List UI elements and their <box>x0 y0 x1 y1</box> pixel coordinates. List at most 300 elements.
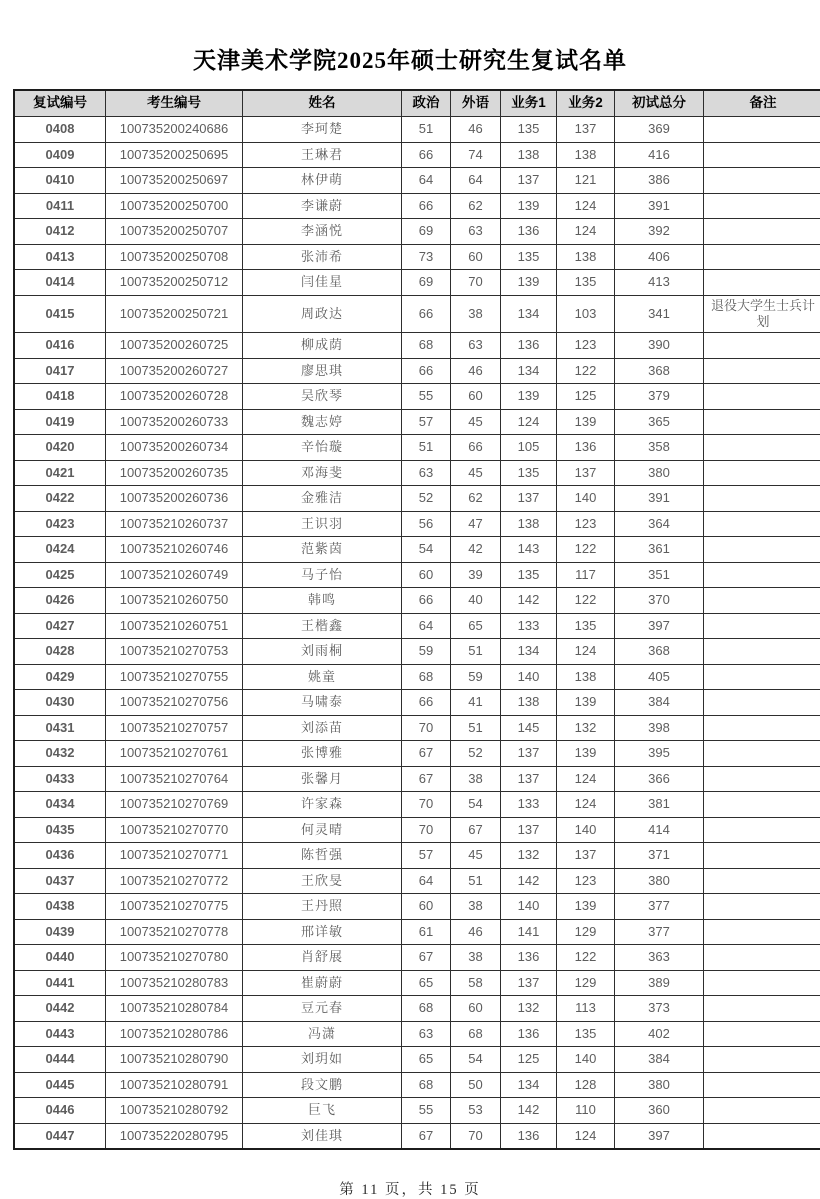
cell-remark <box>704 690 820 716</box>
cell-remark <box>704 193 820 219</box>
cell-foreign-language: 70 <box>451 1123 501 1149</box>
cell-major-1: 145 <box>501 715 557 741</box>
cell-politics: 68 <box>402 1072 451 1098</box>
cell-initial-total: 381 <box>615 792 704 818</box>
table-row <box>14 919 820 945</box>
table-row <box>14 588 820 614</box>
cell-candidate-no: 100735210260737 <box>106 511 243 537</box>
cell-review-no: 0410 <box>14 168 106 194</box>
cell-initial-total: 416 <box>615 142 704 168</box>
cell-foreign-language: 67 <box>451 817 501 843</box>
roster-table <box>13 89 820 1150</box>
document-page <box>13 0 807 1123</box>
cell-remark <box>704 792 820 818</box>
cell-review-no: 0437 <box>14 868 106 894</box>
cell-major-2: 125 <box>557 384 615 410</box>
table-row <box>14 244 820 270</box>
cell-politics: 67 <box>402 1123 451 1149</box>
cell-major-1: 105 <box>501 435 557 461</box>
table-row <box>14 270 820 296</box>
cell-initial-total: 391 <box>615 486 704 512</box>
cell-politics: 68 <box>402 996 451 1022</box>
cell-foreign-language: 64 <box>451 168 501 194</box>
cell-major-2: 138 <box>557 142 615 168</box>
cell-name: 段文鹏 <box>243 1072 402 1098</box>
cell-initial-total: 358 <box>615 435 704 461</box>
cell-politics: 68 <box>402 333 451 359</box>
cell-candidate-no: 100735210270755 <box>106 664 243 690</box>
table-row <box>14 945 820 971</box>
cell-initial-total: 369 <box>615 117 704 143</box>
cell-initial-total: 386 <box>615 168 704 194</box>
cell-major-1: 137 <box>501 817 557 843</box>
cell-politics: 60 <box>402 894 451 920</box>
column-header-name: 姓名 <box>243 90 402 117</box>
table-row <box>14 613 820 639</box>
table-row <box>14 333 820 359</box>
table-row <box>14 741 820 767</box>
cell-name: 刘添苗 <box>243 715 402 741</box>
cell-foreign-language: 52 <box>451 741 501 767</box>
cell-candidate-no: 100735210280791 <box>106 1072 243 1098</box>
cell-politics: 57 <box>402 843 451 869</box>
cell-initial-total: 360 <box>615 1098 704 1124</box>
cell-name: 金雅洁 <box>243 486 402 512</box>
cell-initial-total: 361 <box>615 537 704 563</box>
cell-candidate-no: 100735210270775 <box>106 894 243 920</box>
table-body <box>14 117 820 1150</box>
cell-remark: 退役大学生士兵计划 <box>704 295 820 333</box>
table-row <box>14 537 820 563</box>
table-row <box>14 970 820 996</box>
cell-remark <box>704 843 820 869</box>
cell-candidate-no: 100735200250707 <box>106 219 243 245</box>
cell-remark <box>704 1098 820 1124</box>
cell-foreign-language: 60 <box>451 384 501 410</box>
cell-major-1: 134 <box>501 639 557 665</box>
cell-candidate-no: 100735210280783 <box>106 970 243 996</box>
cell-review-no: 0441 <box>14 970 106 996</box>
cell-remark <box>704 945 820 971</box>
cell-foreign-language: 65 <box>451 613 501 639</box>
cell-name: 肖舒展 <box>243 945 402 971</box>
cell-major-1: 135 <box>501 244 557 270</box>
cell-name: 冯潇 <box>243 1021 402 1047</box>
cell-foreign-language: 38 <box>451 295 501 333</box>
cell-name: 闫佳星 <box>243 270 402 296</box>
table-row <box>14 1047 820 1073</box>
cell-initial-total: 377 <box>615 894 704 920</box>
cell-major-2: 135 <box>557 1021 615 1047</box>
cell-foreign-language: 45 <box>451 843 501 869</box>
cell-major-1: 124 <box>501 409 557 435</box>
cell-foreign-language: 45 <box>451 409 501 435</box>
cell-foreign-language: 46 <box>451 919 501 945</box>
cell-major-2: 122 <box>557 588 615 614</box>
cell-foreign-language: 47 <box>451 511 501 537</box>
cell-review-no: 0415 <box>14 295 106 333</box>
cell-politics: 63 <box>402 1021 451 1047</box>
cell-remark <box>704 562 820 588</box>
cell-major-1: 138 <box>501 142 557 168</box>
table-row <box>14 817 820 843</box>
cell-initial-total: 365 <box>615 409 704 435</box>
cell-politics: 65 <box>402 1047 451 1073</box>
cell-politics: 52 <box>402 486 451 512</box>
cell-candidate-no: 100735200260733 <box>106 409 243 435</box>
cell-major-2: 132 <box>557 715 615 741</box>
cell-politics: 69 <box>402 219 451 245</box>
cell-remark <box>704 270 820 296</box>
cell-initial-total: 368 <box>615 358 704 384</box>
cell-major-1: 138 <box>501 690 557 716</box>
cell-major-2: 138 <box>557 664 615 690</box>
cell-name: 王识羽 <box>243 511 402 537</box>
cell-major-2: 122 <box>557 358 615 384</box>
cell-name: 姚童 <box>243 664 402 690</box>
cell-candidate-no: 100735210270772 <box>106 868 243 894</box>
cell-major-2: 139 <box>557 741 615 767</box>
cell-major-1: 132 <box>501 996 557 1022</box>
cell-review-no: 0412 <box>14 219 106 245</box>
cell-politics: 55 <box>402 384 451 410</box>
cell-candidate-no: 100735200250700 <box>106 193 243 219</box>
cell-initial-total: 395 <box>615 741 704 767</box>
cell-remark <box>704 741 820 767</box>
cell-review-no: 0419 <box>14 409 106 435</box>
cell-foreign-language: 51 <box>451 639 501 665</box>
table-row <box>14 868 820 894</box>
cell-review-no: 0429 <box>14 664 106 690</box>
cell-major-1: 142 <box>501 588 557 614</box>
cell-candidate-no: 100735210270770 <box>106 817 243 843</box>
cell-remark <box>704 715 820 741</box>
cell-name: 许家森 <box>243 792 402 818</box>
cell-politics: 67 <box>402 945 451 971</box>
cell-major-2: 137 <box>557 843 615 869</box>
cell-major-1: 136 <box>501 219 557 245</box>
cell-foreign-language: 53 <box>451 1098 501 1124</box>
cell-major-1: 136 <box>501 1021 557 1047</box>
cell-candidate-no: 100735200260734 <box>106 435 243 461</box>
cell-initial-total: 368 <box>615 639 704 665</box>
cell-review-no: 0428 <box>14 639 106 665</box>
cell-review-no: 0432 <box>14 741 106 767</box>
cell-remark <box>704 117 820 143</box>
cell-review-no: 0413 <box>14 244 106 270</box>
cell-candidate-no: 100735210270771 <box>106 843 243 869</box>
cell-major-2: 136 <box>557 435 615 461</box>
cell-candidate-no: 100735200260725 <box>106 333 243 359</box>
cell-remark <box>704 817 820 843</box>
cell-name: 王琳君 <box>243 142 402 168</box>
cell-politics: 66 <box>402 142 451 168</box>
cell-foreign-language: 70 <box>451 270 501 296</box>
cell-initial-total: 406 <box>615 244 704 270</box>
cell-name: 王楷鑫 <box>243 613 402 639</box>
cell-remark <box>704 168 820 194</box>
cell-review-no: 0417 <box>14 358 106 384</box>
cell-review-no: 0446 <box>14 1098 106 1124</box>
column-header-politics: 政治 <box>402 90 451 117</box>
cell-remark <box>704 142 820 168</box>
cell-candidate-no: 100735210280786 <box>106 1021 243 1047</box>
cell-major-2: 124 <box>557 792 615 818</box>
cell-politics: 67 <box>402 741 451 767</box>
cell-remark <box>704 868 820 894</box>
table-row <box>14 295 820 333</box>
cell-candidate-no: 100735200260728 <box>106 384 243 410</box>
cell-remark <box>704 460 820 486</box>
cell-major-1: 133 <box>501 792 557 818</box>
cell-remark <box>704 409 820 435</box>
cell-name: 张沛希 <box>243 244 402 270</box>
cell-candidate-no: 100735210260751 <box>106 613 243 639</box>
table-row <box>14 766 820 792</box>
cell-foreign-language: 50 <box>451 1072 501 1098</box>
cell-foreign-language: 66 <box>451 435 501 461</box>
cell-major-1: 135 <box>501 117 557 143</box>
cell-remark <box>704 894 820 920</box>
cell-major-1: 139 <box>501 270 557 296</box>
cell-major-1: 140 <box>501 664 557 690</box>
cell-name: 李珂楚 <box>243 117 402 143</box>
cell-candidate-no: 100735210280792 <box>106 1098 243 1124</box>
cell-foreign-language: 39 <box>451 562 501 588</box>
cell-name: 王丹照 <box>243 894 402 920</box>
cell-major-1: 136 <box>501 1123 557 1149</box>
cell-review-no: 0420 <box>14 435 106 461</box>
column-header-initial-total: 初试总分 <box>615 90 704 117</box>
cell-candidate-no: 100735220280795 <box>106 1123 243 1149</box>
cell-name: 魏志婷 <box>243 409 402 435</box>
cell-name: 刘玥如 <box>243 1047 402 1073</box>
cell-remark <box>704 1072 820 1098</box>
cell-major-2: 121 <box>557 168 615 194</box>
cell-foreign-language: 62 <box>451 193 501 219</box>
cell-major-2: 140 <box>557 1047 615 1073</box>
cell-major-1: 134 <box>501 1072 557 1098</box>
cell-politics: 65 <box>402 970 451 996</box>
cell-candidate-no: 100735210270753 <box>106 639 243 665</box>
cell-politics: 66 <box>402 358 451 384</box>
cell-review-no: 0439 <box>14 919 106 945</box>
cell-foreign-language: 38 <box>451 766 501 792</box>
cell-major-2: 124 <box>557 193 615 219</box>
table-row <box>14 894 820 920</box>
cell-major-1: 138 <box>501 511 557 537</box>
cell-major-1: 139 <box>501 193 557 219</box>
cell-remark <box>704 664 820 690</box>
cell-foreign-language: 60 <box>451 996 501 1022</box>
cell-review-no: 0445 <box>14 1072 106 1098</box>
cell-initial-total: 397 <box>615 613 704 639</box>
cell-candidate-no: 100735200260736 <box>106 486 243 512</box>
table-row <box>14 715 820 741</box>
cell-politics: 66 <box>402 295 451 333</box>
table-row <box>14 358 820 384</box>
cell-foreign-language: 38 <box>451 894 501 920</box>
cell-review-no: 0411 <box>14 193 106 219</box>
cell-foreign-language: 63 <box>451 219 501 245</box>
cell-remark <box>704 996 820 1022</box>
table-row <box>14 996 820 1022</box>
cell-foreign-language: 54 <box>451 1047 501 1073</box>
cell-name: 范紫茵 <box>243 537 402 563</box>
table-row <box>14 1072 820 1098</box>
cell-review-no: 0408 <box>14 117 106 143</box>
cell-politics: 64 <box>402 613 451 639</box>
cell-initial-total: 390 <box>615 333 704 359</box>
cell-review-no: 0438 <box>14 894 106 920</box>
cell-major-1: 142 <box>501 868 557 894</box>
cell-foreign-language: 59 <box>451 664 501 690</box>
cell-major-2: 117 <box>557 562 615 588</box>
cell-major-2: 129 <box>557 919 615 945</box>
cell-remark <box>704 1047 820 1073</box>
cell-review-no: 0431 <box>14 715 106 741</box>
cell-politics: 66 <box>402 193 451 219</box>
cell-major-2: 110 <box>557 1098 615 1124</box>
cell-politics: 56 <box>402 511 451 537</box>
cell-major-2: 128 <box>557 1072 615 1098</box>
cell-name: 廖思琪 <box>243 358 402 384</box>
table-head <box>14 90 820 117</box>
cell-initial-total: 366 <box>615 766 704 792</box>
cell-name: 马子怡 <box>243 562 402 588</box>
cell-name: 马啸泰 <box>243 690 402 716</box>
cell-foreign-language: 46 <box>451 117 501 143</box>
cell-remark <box>704 919 820 945</box>
cell-review-no: 0427 <box>14 613 106 639</box>
cell-name: 韩鸣 <box>243 588 402 614</box>
cell-major-1: 134 <box>501 358 557 384</box>
cell-review-no: 0423 <box>14 511 106 537</box>
cell-major-2: 135 <box>557 613 615 639</box>
table-row <box>14 511 820 537</box>
table-row <box>14 219 820 245</box>
cell-review-no: 0426 <box>14 588 106 614</box>
cell-name: 李涵悦 <box>243 219 402 245</box>
cell-initial-total: 363 <box>615 945 704 971</box>
cell-name: 何灵晴 <box>243 817 402 843</box>
cell-major-2: 137 <box>557 460 615 486</box>
cell-initial-total: 379 <box>615 384 704 410</box>
cell-major-1: 136 <box>501 333 557 359</box>
cell-initial-total: 389 <box>615 970 704 996</box>
cell-name: 崔蔚蔚 <box>243 970 402 996</box>
table-row <box>14 142 820 168</box>
table-header-row <box>14 90 820 117</box>
cell-candidate-no: 100735210270756 <box>106 690 243 716</box>
cell-name: 张馨月 <box>243 766 402 792</box>
cell-candidate-no: 100735210270764 <box>106 766 243 792</box>
cell-name: 柳成荫 <box>243 333 402 359</box>
cell-major-2: 103 <box>557 295 615 333</box>
cell-major-1: 137 <box>501 741 557 767</box>
cell-major-2: 137 <box>557 117 615 143</box>
cell-remark <box>704 219 820 245</box>
cell-name: 刘雨桐 <box>243 639 402 665</box>
cell-remark <box>704 435 820 461</box>
cell-review-no: 0422 <box>14 486 106 512</box>
cell-candidate-no: 100735210260746 <box>106 537 243 563</box>
cell-major-2: 123 <box>557 511 615 537</box>
cell-review-no: 0424 <box>14 537 106 563</box>
cell-review-no: 0425 <box>14 562 106 588</box>
cell-candidate-no: 100735200260727 <box>106 358 243 384</box>
cell-name: 林伊萌 <box>243 168 402 194</box>
cell-remark <box>704 766 820 792</box>
cell-name: 王欣旻 <box>243 868 402 894</box>
cell-remark <box>704 1021 820 1047</box>
cell-name: 吴欣琴 <box>243 384 402 410</box>
cell-initial-total: 413 <box>615 270 704 296</box>
cell-major-2: 123 <box>557 868 615 894</box>
table-row <box>14 562 820 588</box>
cell-remark <box>704 358 820 384</box>
cell-name: 辛怡璇 <box>243 435 402 461</box>
cell-politics: 54 <box>402 537 451 563</box>
column-header-review-no: 复试编号 <box>14 90 106 117</box>
cell-foreign-language: 38 <box>451 945 501 971</box>
table-row <box>14 690 820 716</box>
cell-politics: 67 <box>402 766 451 792</box>
cell-candidate-no: 100735200250708 <box>106 244 243 270</box>
cell-initial-total: 370 <box>615 588 704 614</box>
cell-major-1: 137 <box>501 766 557 792</box>
cell-review-no: 0434 <box>14 792 106 818</box>
cell-candidate-no: 100735200250712 <box>106 270 243 296</box>
cell-major-2: 122 <box>557 537 615 563</box>
cell-name: 邓海斐 <box>243 460 402 486</box>
cell-foreign-language: 42 <box>451 537 501 563</box>
cell-major-1: 136 <box>501 945 557 971</box>
cell-initial-total: 398 <box>615 715 704 741</box>
cell-politics: 70 <box>402 715 451 741</box>
cell-foreign-language: 74 <box>451 142 501 168</box>
table-row <box>14 1098 820 1124</box>
cell-major-1: 143 <box>501 537 557 563</box>
cell-major-1: 133 <box>501 613 557 639</box>
cell-remark <box>704 970 820 996</box>
cell-politics: 55 <box>402 1098 451 1124</box>
cell-foreign-language: 46 <box>451 358 501 384</box>
cell-major-1: 137 <box>501 970 557 996</box>
cell-politics: 59 <box>402 639 451 665</box>
cell-review-no: 0416 <box>14 333 106 359</box>
cell-candidate-no: 100735200240686 <box>106 117 243 143</box>
cell-review-no: 0436 <box>14 843 106 869</box>
column-header-remark: 备注 <box>704 90 820 117</box>
table-row <box>14 435 820 461</box>
cell-name: 陈哲强 <box>243 843 402 869</box>
cell-major-1: 134 <box>501 295 557 333</box>
cell-name: 巨飞 <box>243 1098 402 1124</box>
table-row <box>14 409 820 435</box>
cell-review-no: 0442 <box>14 996 106 1022</box>
cell-major-2: 122 <box>557 945 615 971</box>
cell-major-1: 132 <box>501 843 557 869</box>
cell-initial-total: 392 <box>615 219 704 245</box>
cell-major-1: 140 <box>501 894 557 920</box>
cell-remark <box>704 639 820 665</box>
table-row <box>14 1123 820 1149</box>
table-row <box>14 639 820 665</box>
cell-candidate-no: 100735210270769 <box>106 792 243 818</box>
table-row <box>14 117 820 143</box>
cell-politics: 63 <box>402 460 451 486</box>
